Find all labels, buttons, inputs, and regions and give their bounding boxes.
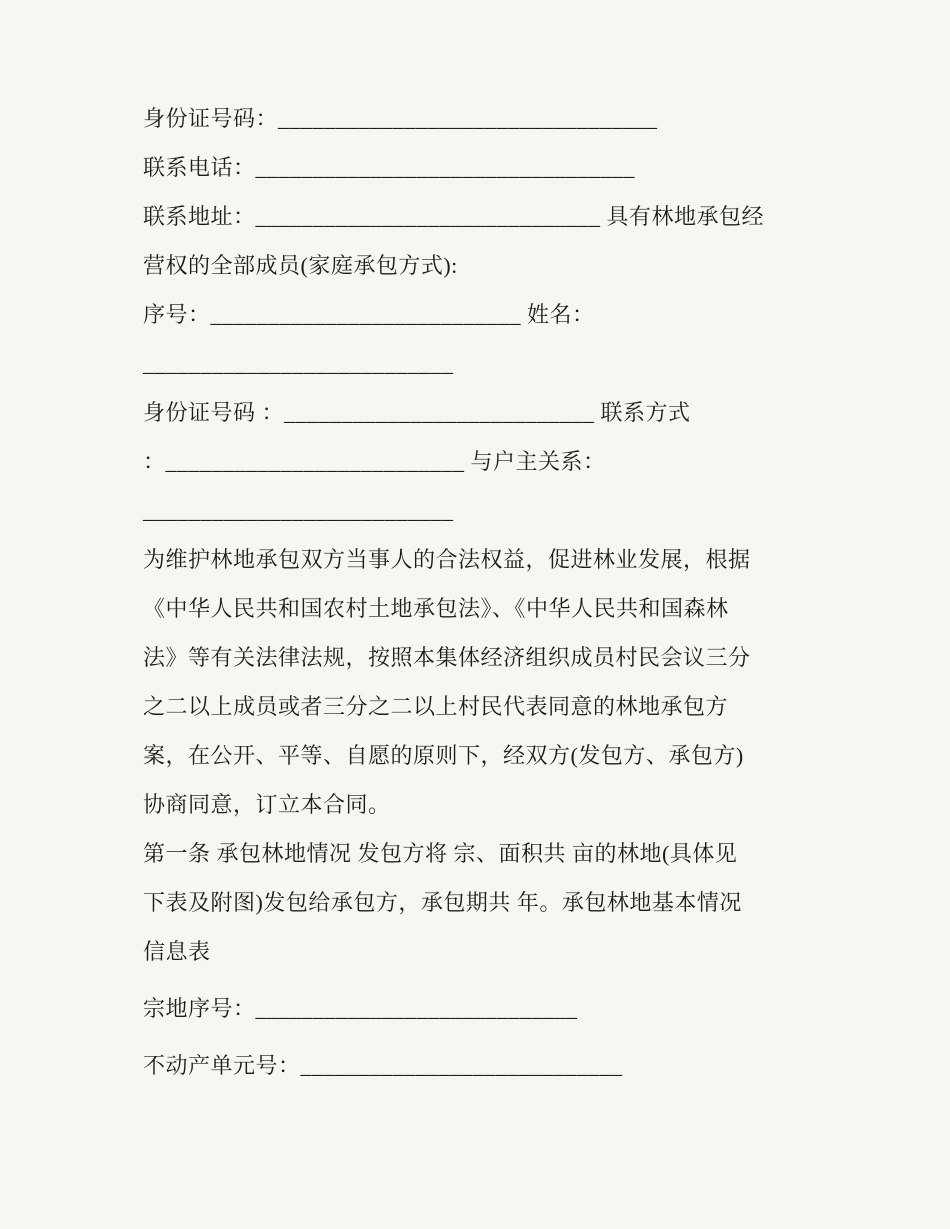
form-line-id-number: 身份证号码：_________________________________ <box>143 106 658 131</box>
form-line-contact-address: 联系地址：______________________________ 具有林地承包经 <box>143 204 765 229</box>
form-line-real-estate-unit-number: 不动产单元号：____________________________ <box>143 1053 623 1078</box>
preamble-line-4: 之二以上成员或者三分之二以上村民代表同意的林地承包方 <box>143 694 729 719</box>
form-line-blank-1: ___________________________ <box>143 351 454 376</box>
form-line-id-number-2: 身份证号码 ：___________________________ 联系方式 <box>143 400 691 425</box>
preamble-line-2: 《中华人民共和国农村土地承包法》、《中华人民共和国森林 <box>143 596 729 621</box>
form-line-members-heading: 营权的全部成员(家庭承包方式): <box>143 253 458 278</box>
clause-1-line-2: 下表及附图)发包给承包方，承包期共 年。承包林地基本情况 <box>143 890 742 915</box>
clause-1-line-1: 第一条 承包林地情况 发包方将 宗、面积共 亩的林地(具体见 <box>143 841 738 866</box>
form-line-blank-2: ___________________________ <box>143 498 454 523</box>
form-line-parcel-number: 宗地序号：____________________________ <box>143 996 578 1021</box>
preamble-line-1: 为维护林地承包双方当事人的合法权益，促进林业发展，根据 <box>143 547 751 572</box>
form-line-contact-method: ：__________________________ 与户主关系： <box>143 449 606 474</box>
preamble-line-3: 法》等有关法律法规，按照本集体经济组织成员村民会议三分 <box>143 645 751 670</box>
clause-1-line-3: 信息表 <box>143 939 211 964</box>
preamble-line-5: 案，在公开、平等、自愿的原则下，经双方(发包方、承包方) <box>143 743 744 768</box>
form-line-serial-and-name: 序号：___________________________ 姓名： <box>143 302 595 327</box>
preamble-line-6: 协商同意，订立本合同。 <box>143 792 391 817</box>
form-line-contact-phone: 联系电话：_________________________________ <box>143 155 636 180</box>
